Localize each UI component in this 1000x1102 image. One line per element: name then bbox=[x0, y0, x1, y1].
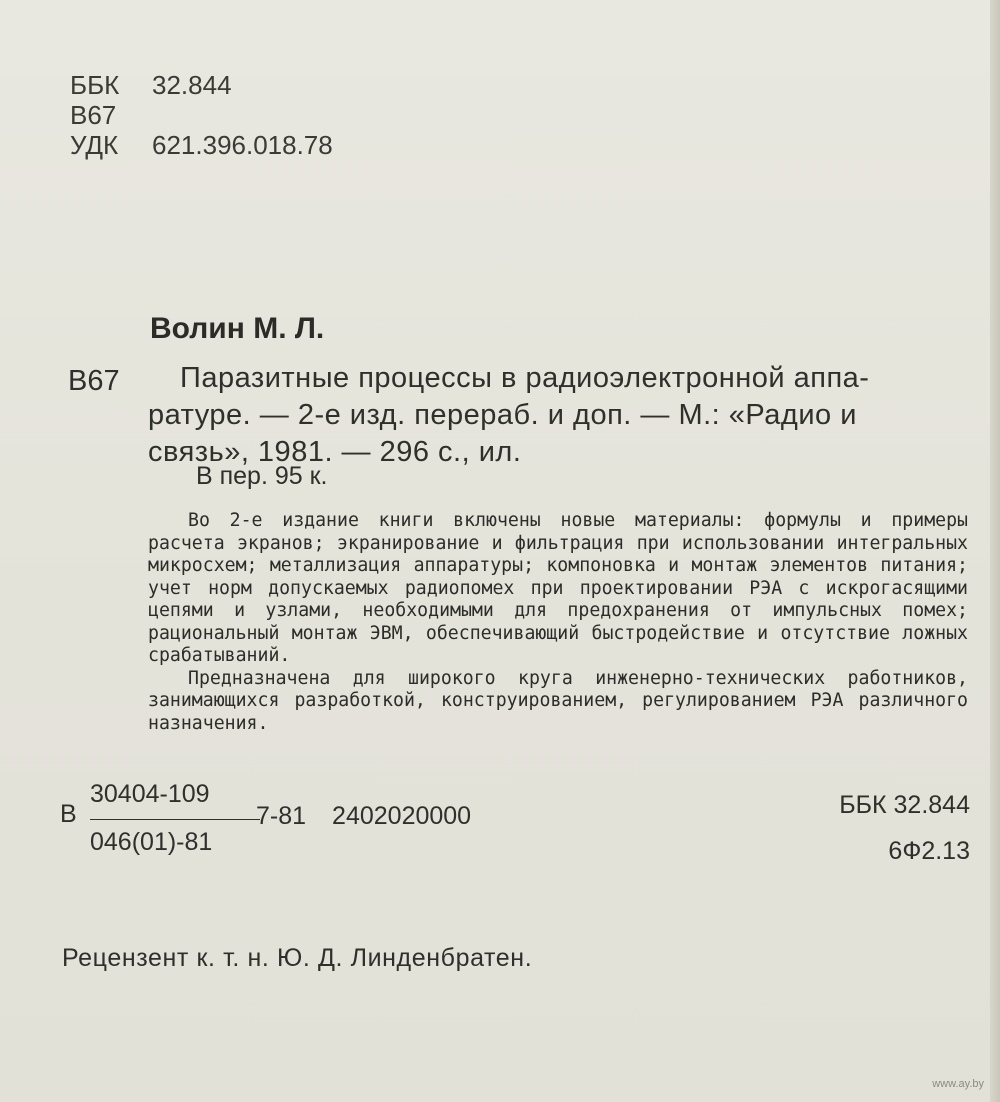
index-rest bbox=[256, 802, 471, 831]
title-line: Паразитные процессы в радиоэлектронной аппа- bbox=[180, 362, 870, 394]
author-name: Волин М. Л. bbox=[150, 312, 325, 345]
bibliographic-description bbox=[148, 360, 968, 471]
bbk-bottom bbox=[839, 782, 970, 874]
index-code: 2402020000 bbox=[332, 802, 472, 830]
title-line: связь», 1981. — 296 с., ил. bbox=[148, 436, 522, 468]
title-line: ратуре. — 2-е изд. перераб. и доп. — М.: «Радио и bbox=[148, 399, 857, 431]
index-denominator: 046(01)-81 bbox=[90, 828, 213, 856]
page-edge-shadow bbox=[990, 0, 1000, 1102]
reviewer: Рецензент к. т. н. Ю. Д. Линденбратен. bbox=[62, 944, 533, 972]
udk-value: 621.396.018.78 bbox=[152, 130, 333, 160]
classification-codes bbox=[70, 70, 333, 160]
udk-label: УДК bbox=[70, 130, 119, 160]
fraction-line bbox=[90, 819, 260, 820]
bbk-row bbox=[70, 70, 333, 100]
abstract-paragraph: Во 2-е издание книги включены новые материалы: формулы и примеры расчета экранов; экранирование и фильтрация при использовании интегральных микросхем; металлизация аппаратуры; компоновка и монтаж элементов питания; учет норм допускаемых радиопомех при проектировании РЭА с искрогасящими цепями и узлами, необходимыми для предохранения от импульсных помех; рациональный монтаж ЭВМ, обеспечивающий быстродействие и отсутствие ложных срабатываний. bbox=[148, 510, 968, 666]
bbk-bottom-line1: ББК 32.844 bbox=[839, 791, 970, 819]
index-numerator: 30404-109 bbox=[90, 780, 210, 808]
index-letter: В bbox=[60, 800, 77, 828]
index-mid: 7-81 bbox=[256, 802, 307, 830]
abstract-paragraph: Предназначена для широкого круга инженерно-технических работников, занимающихся разработкой, конструированием, регулированием РЭА различного назначения. bbox=[148, 667, 968, 734]
bbk-label: ББК bbox=[70, 70, 120, 100]
bbk-bottom-line2: 6Ф2.13 bbox=[888, 837, 970, 865]
bbk-value: 32.844 bbox=[152, 70, 232, 100]
abstract bbox=[148, 510, 968, 735]
udk-row bbox=[70, 130, 333, 160]
shelf-code-row bbox=[70, 100, 333, 130]
price: В пер. 95 к. bbox=[196, 462, 328, 490]
watermark: www.ay.by bbox=[932, 1078, 984, 1090]
shelf-code: В67 bbox=[70, 100, 117, 130]
shelf-code-entry: В67 bbox=[68, 365, 120, 397]
